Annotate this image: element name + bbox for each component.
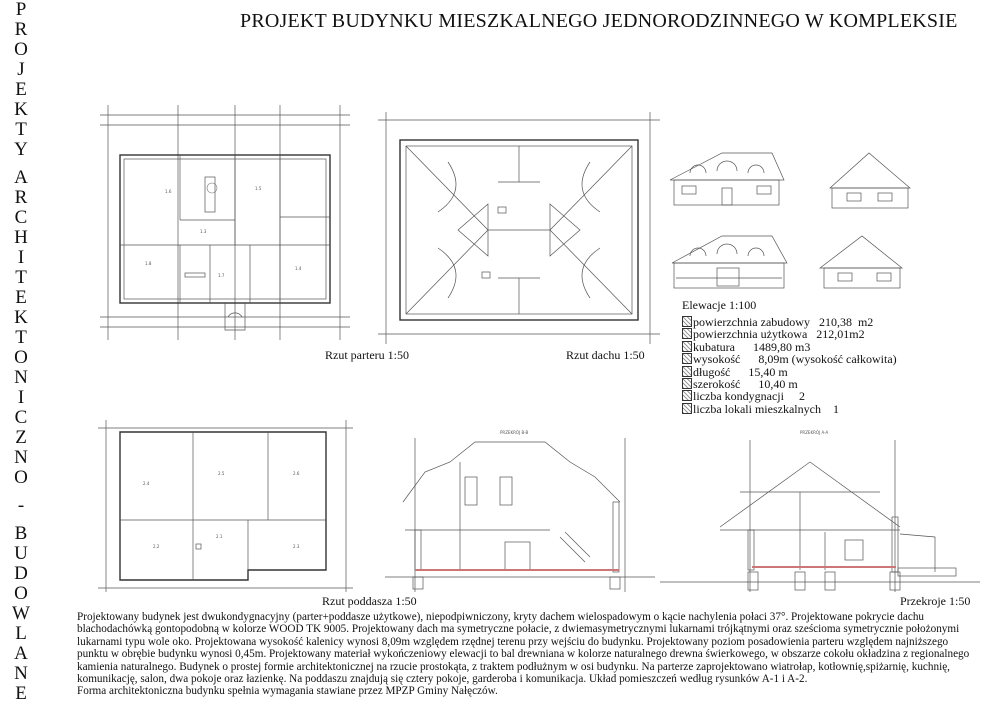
vertical-title-letter: E xyxy=(15,79,27,100)
parameter-text: kubatura 1489,80 m3 xyxy=(693,339,811,354)
checkbox-glyph-icon xyxy=(682,366,692,377)
svg-text:1.3: 1.3 xyxy=(200,229,207,234)
svg-text:2.1: 2.1 xyxy=(216,534,223,539)
svg-text:2.5: 2.5 xyxy=(218,471,225,476)
parameter-text: liczba lokali mieszkalnych 1 xyxy=(693,401,839,416)
parameter-text: powierzchnia użytkowa 212,01m2 xyxy=(693,327,865,342)
vertical-title-letter: I xyxy=(17,387,25,408)
elevations-drawing xyxy=(662,128,982,298)
parameter-text: szerokość 10,40 m xyxy=(693,377,798,392)
checkbox-glyph-icon xyxy=(682,316,692,327)
vertical-title-letter: R xyxy=(14,19,28,40)
vertical-title-letter: N xyxy=(14,367,28,388)
vertical-title-letter: N xyxy=(14,447,28,468)
vertical-title-letter: Y xyxy=(14,139,28,160)
vertical-title-letter: E xyxy=(15,287,27,308)
checkbox-glyph-icon xyxy=(682,328,692,339)
project-description xyxy=(77,611,982,698)
vertical-company-title xyxy=(6,0,36,704)
vertical-title-letter: T xyxy=(15,327,27,348)
checkbox-glyph-icon xyxy=(682,341,692,352)
svg-text:1.7: 1.7 xyxy=(218,273,225,278)
section-aa-title: PRZEKRÓJ A-A xyxy=(800,430,829,435)
vertical-title-letter: A xyxy=(14,643,28,664)
parameter-text: powierzchnia zabudowy 210,38 m2 xyxy=(693,315,874,329)
vertical-title-letter: Z xyxy=(15,427,27,448)
vertical-title-letter: A xyxy=(14,167,28,188)
elevations-label: Elewacje 1:100 xyxy=(682,298,757,312)
checkbox-glyph-icon xyxy=(682,390,692,401)
vertical-title-letter: O xyxy=(14,39,28,60)
vertical-title-letter: E xyxy=(15,683,27,704)
vertical-title-letter: O xyxy=(14,347,28,368)
svg-text:2.6: 2.6 xyxy=(293,471,300,476)
vertical-title-letter: C xyxy=(14,207,28,228)
vertical-title-letter: K xyxy=(14,307,28,328)
vertical-title-letter: O xyxy=(14,467,28,488)
ground-floor-plan-drawing xyxy=(100,105,350,340)
vertical-title-letter: N xyxy=(14,663,28,684)
svg-text:1.4: 1.4 xyxy=(295,266,302,271)
vertical-title-letter: K xyxy=(14,99,28,120)
vertical-title-letter: O xyxy=(14,583,28,604)
parameter-text: liczba kondygnacji 2 xyxy=(693,389,805,404)
vertical-title-letter: W xyxy=(12,603,30,624)
vertical-title-letter: L xyxy=(15,623,27,644)
vertical-title-letter: H xyxy=(14,227,28,248)
vertical-title-letter: B xyxy=(14,523,28,544)
svg-text:2.4: 2.4 xyxy=(143,481,150,486)
section-bb-drawing xyxy=(385,422,655,594)
vertical-title-letter: D xyxy=(14,563,28,584)
vertical-title-letter: I xyxy=(17,247,25,268)
parameter-item xyxy=(682,403,897,415)
vertical-title-letter: T xyxy=(15,267,27,288)
description-text: Projektowany budynek jest dwukondygnacyjny (parter+poddasze użytkowe), niepodpiwniczony, kryty dachem wielospadowym o kącie nachylenia połaci 37°. Projektowane pokrycie dachu blachodachówką gontopodobną w kolorze WOOD TK 9005. Projektowany dach ma symetryczne połacie, z dwiemasymetrycznymi lukarnami trójkątnymi oraz sześcioma symetrycznie położonymi lukarnami typu wole oko. Projektowana wysokość kalenicy wynosi 8,09m względem rzędnej terenu przy wejściu do budynku. Projektowany poziom posadowienia parteru względem najniższego punktu w obrębie budynku wynosi 0,45m. Projektowany materiał wykończeniowy elewacji to bal drewniana w kolorze naturalnego drewna świerkowego, w obszarze cokołu okładzina z regionalnego kamienia naturalnego. Budynek o prostej formie architektonicznej na rzucie prostokąta, z traktem podłużnym w osi budynku. Na parterze zaprojektowano wiatrołap, kotłownię,spiżarnię, kuchnię, komunikację, salon, dwa pokoje oraz łazienkę. Na poddaszu znajdują się cztery pokoje, garderoba i komunikacja. Układ pomieszczeń według rysunków A-1 i A-2. xyxy=(77,611,970,686)
parameter-text: długość 15,40 m xyxy=(693,364,788,379)
attic-floor-label: Rzut poddasza 1:50 xyxy=(322,594,417,608)
svg-text:2.2: 2.2 xyxy=(153,544,160,549)
checkbox-glyph-icon xyxy=(682,353,692,364)
vertical-title-letter: P xyxy=(15,0,27,20)
checkbox-glyph-icon xyxy=(682,378,692,389)
vertical-title-letter: U xyxy=(14,543,28,564)
vertical-title-letter: - xyxy=(17,495,25,516)
vertical-title-letter: T xyxy=(15,119,27,140)
ground-floor-label: Rzut parteru 1:50 xyxy=(325,348,409,362)
svg-text:2.3: 2.3 xyxy=(293,544,300,549)
vertical-title-letter: J xyxy=(17,59,25,80)
description-last-line: Forma architektoniczna budynku spełnia wymagania stawiane przez MPZP Gminy Nałęczów. xyxy=(77,685,498,698)
checkbox-glyph-icon xyxy=(682,403,692,414)
parameter-text: wysokość 8,09m (wysokość całkowita) xyxy=(693,352,897,367)
vertical-title-letter: C xyxy=(14,407,28,428)
svg-text:1.8: 1.8 xyxy=(145,261,152,266)
vertical-title-letter: R xyxy=(14,187,28,208)
attic-floor-plan-drawing xyxy=(98,420,353,592)
roof-plan-label: Rzut dachu 1:50 xyxy=(566,348,645,362)
svg-text:1.6: 1.6 xyxy=(165,189,172,194)
svg-text:1.5: 1.5 xyxy=(255,186,262,191)
roof-plan-drawing xyxy=(378,112,660,344)
building-parameters-list xyxy=(682,316,897,415)
section-bb-title: PRZEKRÓJ B-B xyxy=(500,430,529,435)
sections-label: Przekroje 1:50 xyxy=(900,594,971,608)
section-aa-drawing xyxy=(660,422,980,594)
page-title: PROJEKT BUDYNKU MIESZKALNEGO JEDNORODZINNEGO W KOMPLEKSIE xyxy=(240,10,958,32)
